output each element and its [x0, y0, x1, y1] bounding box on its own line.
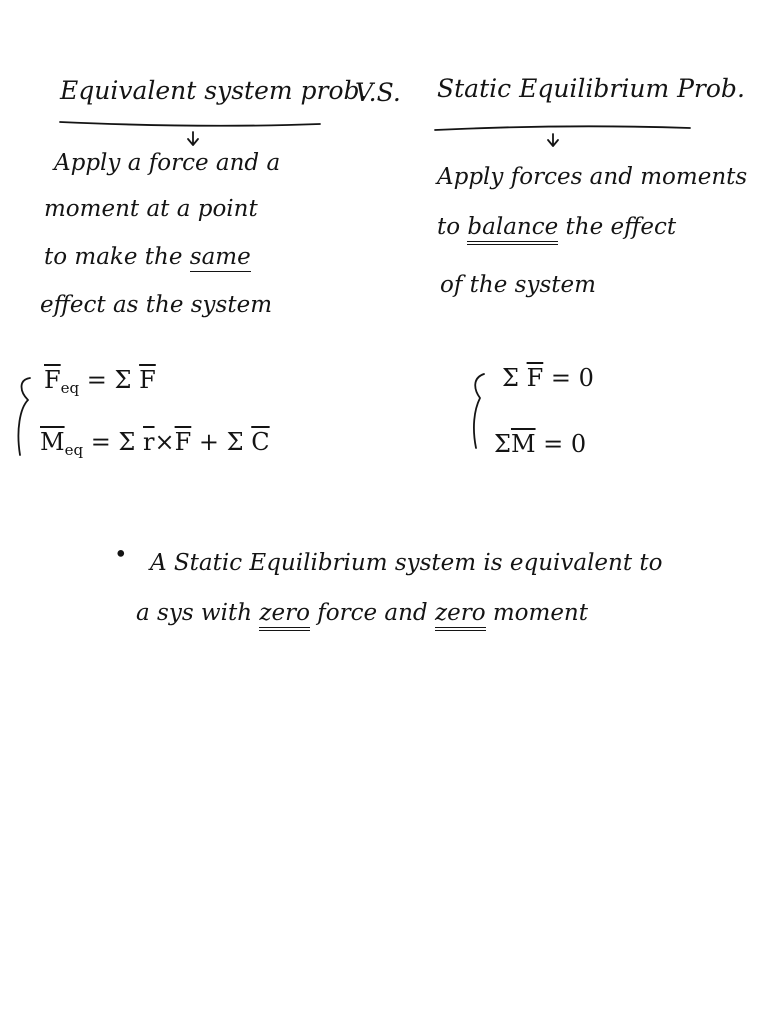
bullet-line-1: A Static Equilibrium system is equivalent to: [150, 550, 663, 576]
m-eq-symbol: $\overline{M}$: [40, 428, 65, 456]
left-down-arrow: [188, 132, 198, 145]
right-line-2-post: the effect: [558, 214, 677, 240]
zero-word-1: zero: [259, 600, 310, 631]
sum-m-zero: = 0: [535, 430, 587, 458]
left-line-4: effect as the system: [40, 292, 273, 318]
m-eq-subscript: eq: [64, 441, 84, 459]
cross-symbol: ×: [154, 428, 175, 456]
plus-sum: + Σ: [191, 428, 252, 456]
left-brace: [18, 378, 30, 455]
left-line-1: Apply a force and a: [54, 150, 281, 176]
eq1-equals-sum: = Σ: [79, 366, 140, 394]
bullet-line-2-mid: force and: [309, 600, 435, 626]
right-line-3: of the system: [440, 272, 596, 298]
left-title-underline: [60, 122, 320, 126]
sum-m-vector: $\overline{M}$: [510, 430, 536, 458]
eq2-equals-sum: = Σ: [83, 428, 144, 456]
right-down-arrow: [548, 134, 558, 146]
right-line-2: [437, 216, 676, 239]
vs-label: V.S.: [355, 78, 401, 107]
right-line-1: Apply forces and moments: [437, 164, 748, 190]
sum-f-vector: $\overline{F}$: [526, 364, 544, 392]
left-title: Equivalent system prob.: [60, 76, 368, 105]
f-vector-2: $\overline{F}$: [174, 428, 192, 456]
right-brace: [474, 374, 484, 448]
left-eq-1: [44, 366, 156, 397]
f-eq-symbol: $\overline{F}$: [44, 366, 61, 394]
left-line-3-text: to make the: [44, 244, 190, 270]
balance-word: balance: [467, 214, 558, 245]
r-vector: $\overline{r}$: [143, 428, 155, 456]
f-vector: $\overline{F}$: [139, 366, 156, 394]
right-line-2-pre: to: [437, 214, 468, 240]
left-line-3: [44, 246, 251, 269]
right-eq-2: [494, 432, 586, 456]
right-eq-1: [502, 366, 594, 390]
bullet-line-2: [136, 602, 588, 625]
same-word: same: [189, 244, 251, 270]
bullet-line-2-post: moment: [485, 600, 588, 626]
right-title-underline: [435, 126, 690, 130]
sum-f-zero: = 0: [543, 364, 594, 392]
right-title: Static Equilibrium Prob.: [437, 74, 745, 103]
sum-f-sigma: Σ: [502, 364, 527, 392]
sum-m-sigma: Σ: [494, 430, 511, 458]
f-eq-subscript: eq: [60, 379, 80, 397]
bullet-line-2-pre: a sys with: [136, 600, 260, 626]
left-eq-2: [40, 428, 270, 459]
left-line-2: moment at a point: [44, 196, 258, 222]
bullet-marker: •: [114, 542, 128, 568]
c-vector: $\overline{C}$: [251, 428, 270, 456]
zero-word-2: zero: [435, 600, 486, 631]
